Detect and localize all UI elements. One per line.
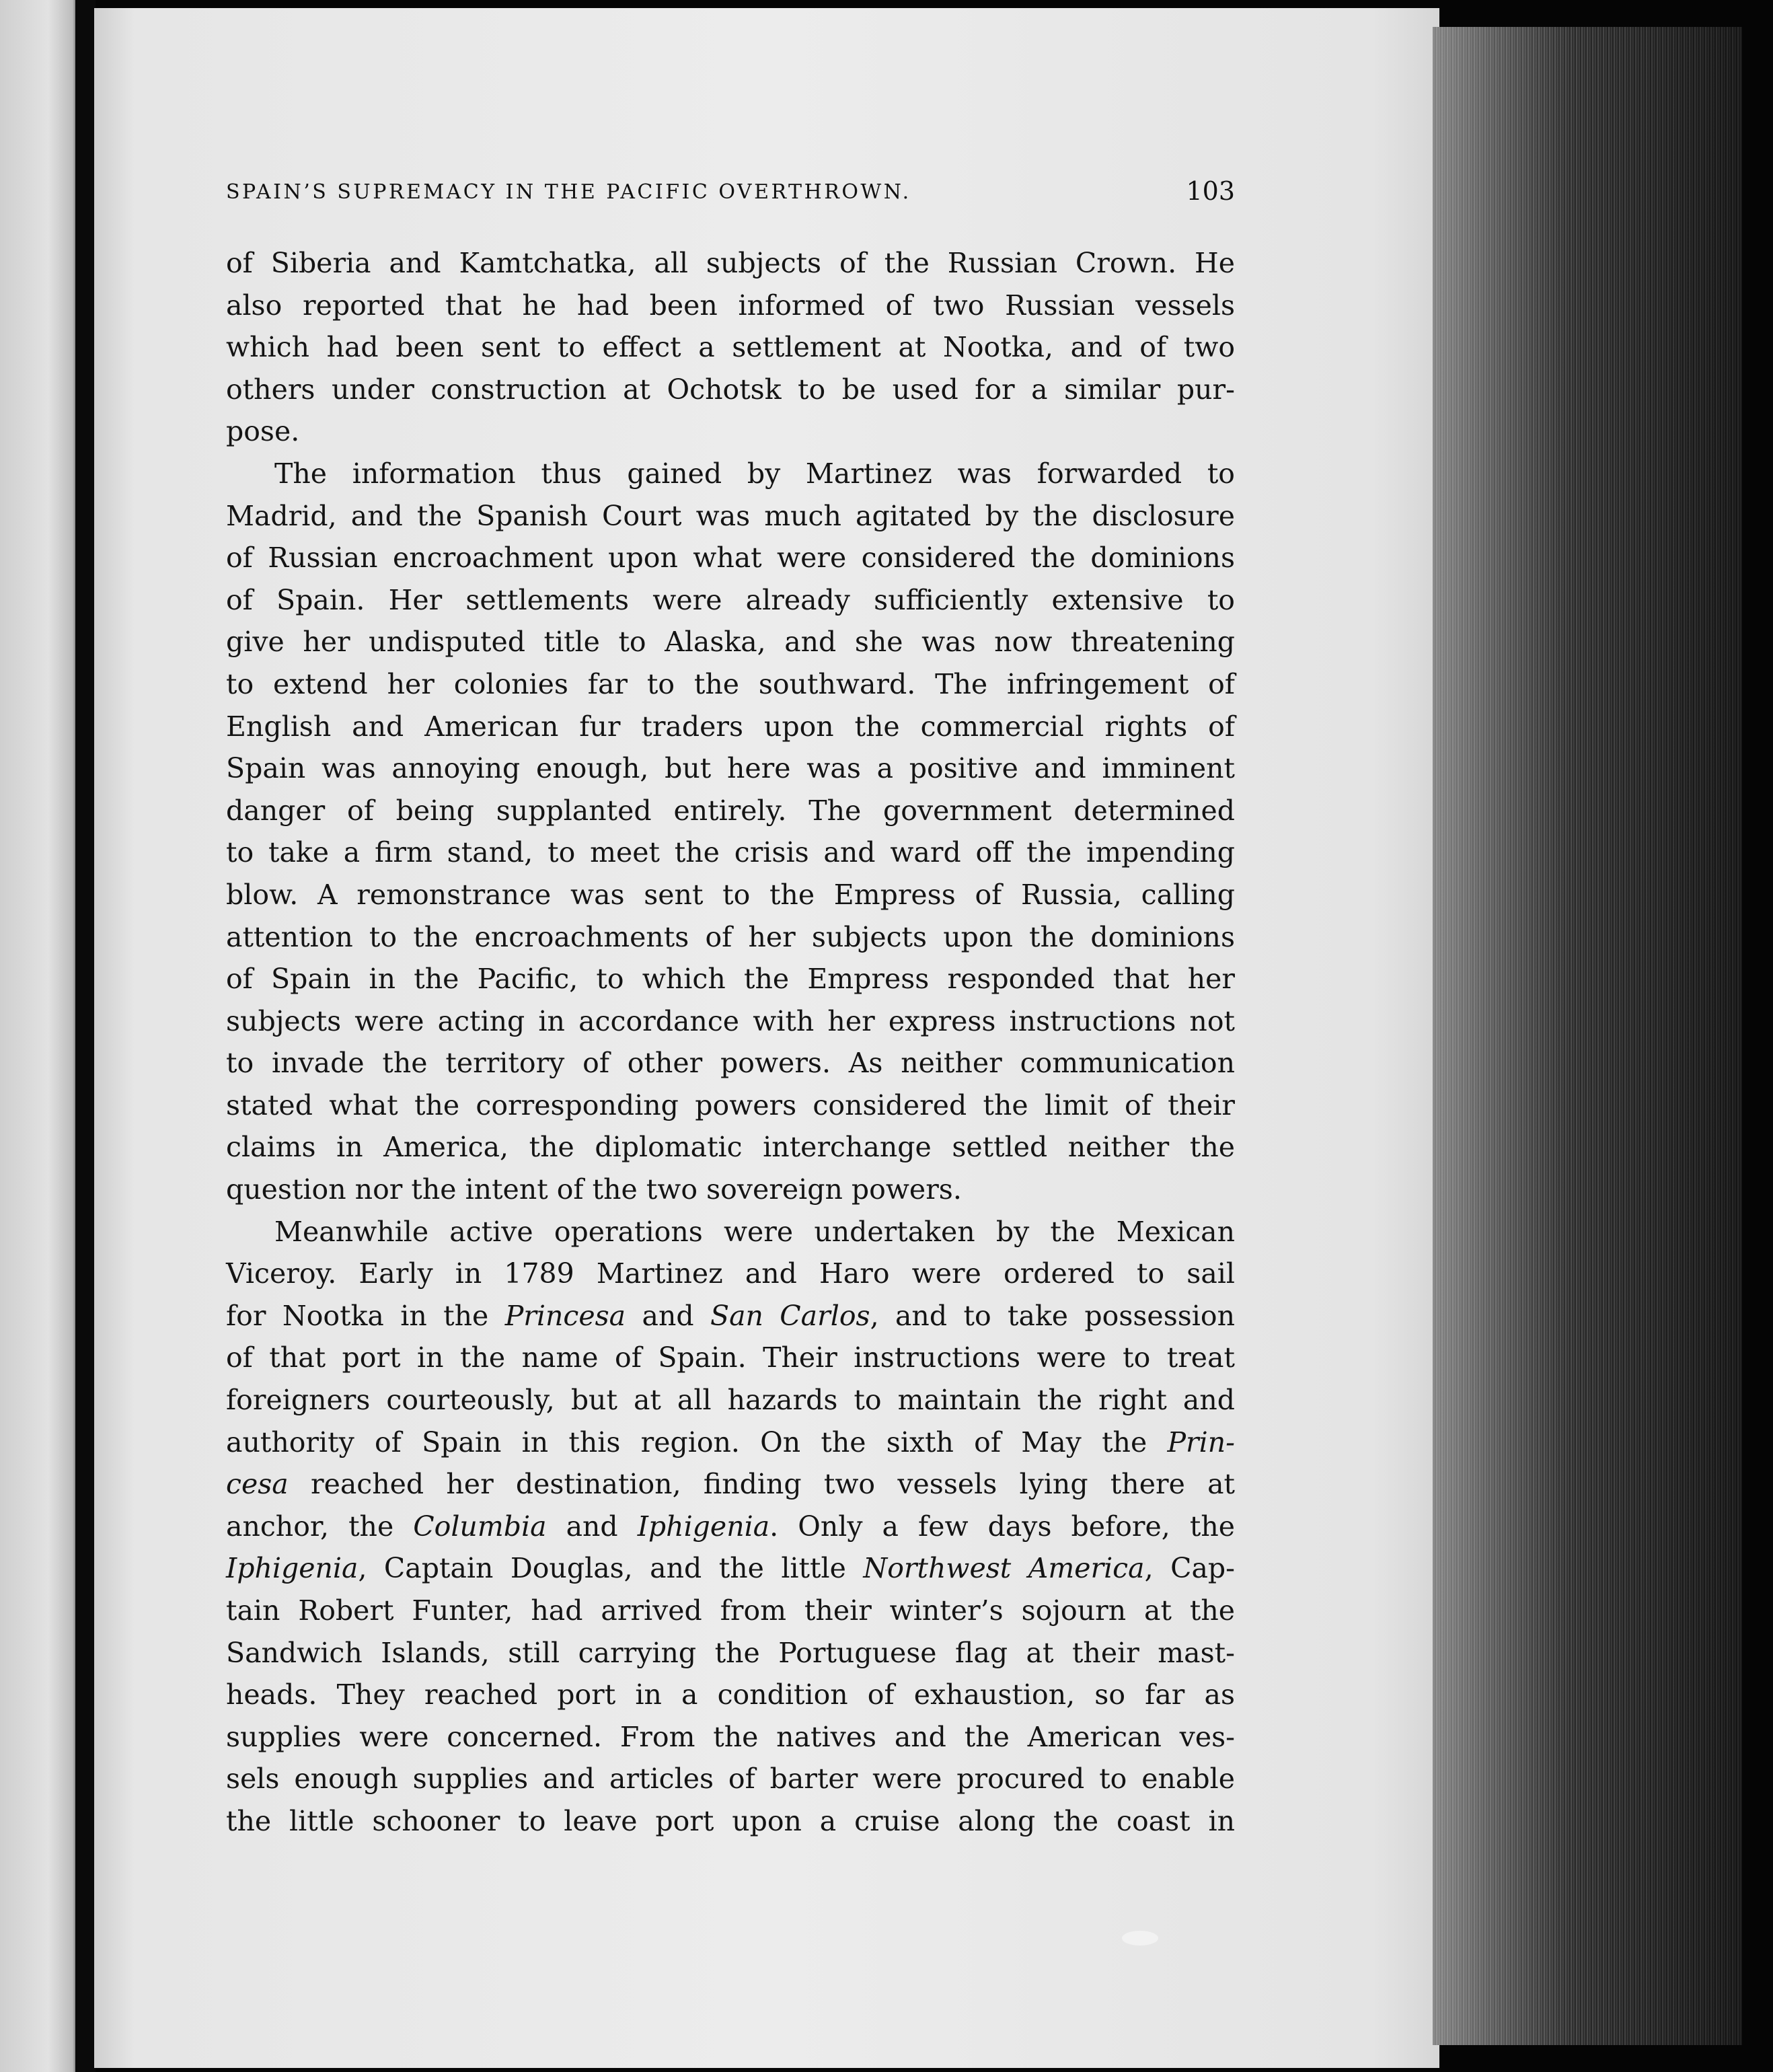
- text-run: for Nootka in the: [226, 1299, 505, 1332]
- text-run: others under construction at Ochotsk to be used for a similar pur-: [226, 373, 1235, 406]
- text-run: , and to take possession: [870, 1299, 1235, 1332]
- text-line: [226, 1758, 1235, 1800]
- body-text: [226, 242, 1235, 1843]
- text-line: [226, 874, 1235, 916]
- text-run: attention to the encroachments of her subjects upon the dominions: [226, 920, 1235, 953]
- text-line: [226, 1042, 1235, 1084]
- text-line: [226, 663, 1235, 706]
- text-line: [226, 1421, 1235, 1464]
- text-run: claims in America, the diplomatic interchange settled neither the: [226, 1131, 1235, 1164]
- text-line: [226, 1211, 1235, 1253]
- text-run: reached her destination, finding two vessels lying there at: [288, 1468, 1235, 1501]
- text-line: [226, 1337, 1235, 1379]
- text-line: [226, 326, 1235, 369]
- running-head-title: SPAIN’S SUPREMACY IN THE PACIFIC OVERTHROWN.: [226, 180, 911, 204]
- text-run: danger of being supplanted entirely. The government determined: [226, 794, 1235, 827]
- text-line: [226, 916, 1235, 959]
- text-line: [226, 831, 1235, 874]
- text-run: , Cap-: [1144, 1552, 1235, 1585]
- scan-speck: [1122, 1931, 1158, 1946]
- text-run: pose.: [226, 415, 300, 448]
- text-line: [226, 410, 1235, 453]
- text-line: [226, 1295, 1235, 1337]
- text-run: give her undisputed title to Alaska, and she was now threatening: [226, 626, 1235, 659]
- text-line: [226, 453, 1235, 495]
- text-run: of Russian encroachment upon what were considered the dominions: [226, 542, 1235, 575]
- text-run: anchor, the: [226, 1510, 414, 1543]
- text-line: [226, 1126, 1235, 1169]
- text-run: . Only a few days before, the: [769, 1510, 1235, 1543]
- text-line: [226, 495, 1235, 538]
- text-line: [226, 1506, 1235, 1548]
- text-run: supplies were concerned. From the natives and the American ves-: [226, 1720, 1235, 1753]
- text-run: of Siberia and Kamtchatka, all subjects of the Russian Crown. He: [226, 247, 1235, 279]
- text-run: tain Robert Funter, had arrived from their winter’s sojourn at the: [226, 1594, 1235, 1627]
- text-run: Meanwhile active operations were undertaken by the Mexican: [274, 1215, 1235, 1248]
- text-run: which had been sent to effect a settlement at Nootka, and of two: [226, 331, 1235, 364]
- text-run: sels enough supplies and articles of barter were procured to enable: [226, 1763, 1235, 1796]
- text-run: The information thus gained by Martinez was forwarded to: [274, 457, 1235, 490]
- text-run: , Captain Douglas, and the little: [358, 1552, 864, 1585]
- running-head: [226, 176, 1235, 210]
- text-run: the little schooner to leave port upon a cruise along the coast in: [226, 1804, 1235, 1837]
- text-run: heads. They reached port in a condition of exhaustion, so far as: [226, 1678, 1235, 1711]
- text-run: question nor the intent of the two sovereign powers.: [226, 1173, 962, 1206]
- text-line: [226, 579, 1235, 622]
- text-run: of that port in the name of Spain. Their instructions were to treat: [226, 1341, 1235, 1374]
- text-line: [226, 1253, 1235, 1295]
- text-line: [226, 1716, 1235, 1759]
- text-run: Spain was annoying enough, but here was a positive and imminent: [226, 752, 1235, 785]
- italic-text: Northwest America: [863, 1552, 1145, 1585]
- text-line: [226, 621, 1235, 663]
- text-line: [226, 1169, 1235, 1211]
- text-run: to invade the territory of other powers. As neither communication: [226, 1047, 1235, 1080]
- text-line: [226, 747, 1235, 790]
- text-line: [226, 1379, 1235, 1421]
- text-line: [226, 1084, 1235, 1127]
- book-gutter: [75, 0, 96, 2072]
- text-line: [226, 1463, 1235, 1506]
- text-line: [226, 242, 1235, 285]
- text-line: [226, 285, 1235, 327]
- text-line: [226, 1000, 1235, 1043]
- text-run: Sandwich Islands, still carrying the Portuguese flag at their mast-: [226, 1636, 1235, 1669]
- text-run: and: [546, 1510, 638, 1543]
- italic-text: Prin-: [1167, 1426, 1235, 1458]
- text-line: [226, 958, 1235, 1000]
- page-number: 103: [1186, 176, 1235, 206]
- text-run: to extend her colonies far to the southward. The infringement of: [226, 667, 1235, 700]
- italic-text: Iphigenia: [226, 1552, 359, 1585]
- text-line: [226, 1590, 1235, 1632]
- text-run: also reported that he had been informed of two Russian vessels: [226, 289, 1235, 322]
- text-run: of Spain in the Pacific, to which the Empress responded that her: [226, 963, 1235, 996]
- italic-text: Princesa: [504, 1299, 626, 1332]
- text-run: subjects were acting in accordance with her express instructions not: [226, 1004, 1235, 1037]
- text-line: [226, 1632, 1235, 1674]
- text-run: stated what the corresponding powers considered the limit of their: [226, 1088, 1235, 1121]
- text-run: and: [626, 1299, 710, 1332]
- text-run: English and American fur traders upon the commercial rights of: [226, 710, 1235, 743]
- text-run: Viceroy. Early in 1789 Martinez and Haro were ordered to sail: [226, 1257, 1235, 1290]
- italic-text: Iphigenia: [637, 1510, 770, 1543]
- text-line: [226, 1800, 1235, 1843]
- page-stack-edges: [1433, 27, 1742, 2045]
- previous-page-edge: [0, 0, 81, 2072]
- italic-text: cesa: [226, 1468, 289, 1501]
- text-line: [226, 706, 1235, 748]
- text-run: blow. A remonstrance was sent to the Empress of Russia, calling: [226, 878, 1235, 911]
- text-run: to take a firm stand, to meet the crisis and ward off the impending: [226, 836, 1235, 869]
- text-line: [226, 790, 1235, 832]
- text-line: [226, 537, 1235, 579]
- italic-text: Columbia: [413, 1510, 547, 1543]
- text-run: of Spain. Her settlements were already sufficiently extensive to: [226, 583, 1235, 616]
- text-run: Madrid, and the Spanish Court was much agitated by the disclosure: [226, 499, 1235, 532]
- italic-text: San Carlos: [710, 1299, 870, 1332]
- text-line: [226, 1674, 1235, 1716]
- text-line: [226, 369, 1235, 411]
- text-run: foreigners courteously, but at all hazards to maintain the right and: [226, 1384, 1235, 1417]
- text-line: [226, 1547, 1235, 1590]
- text-run: authority of Spain in this region. On the sixth of May the: [226, 1426, 1168, 1458]
